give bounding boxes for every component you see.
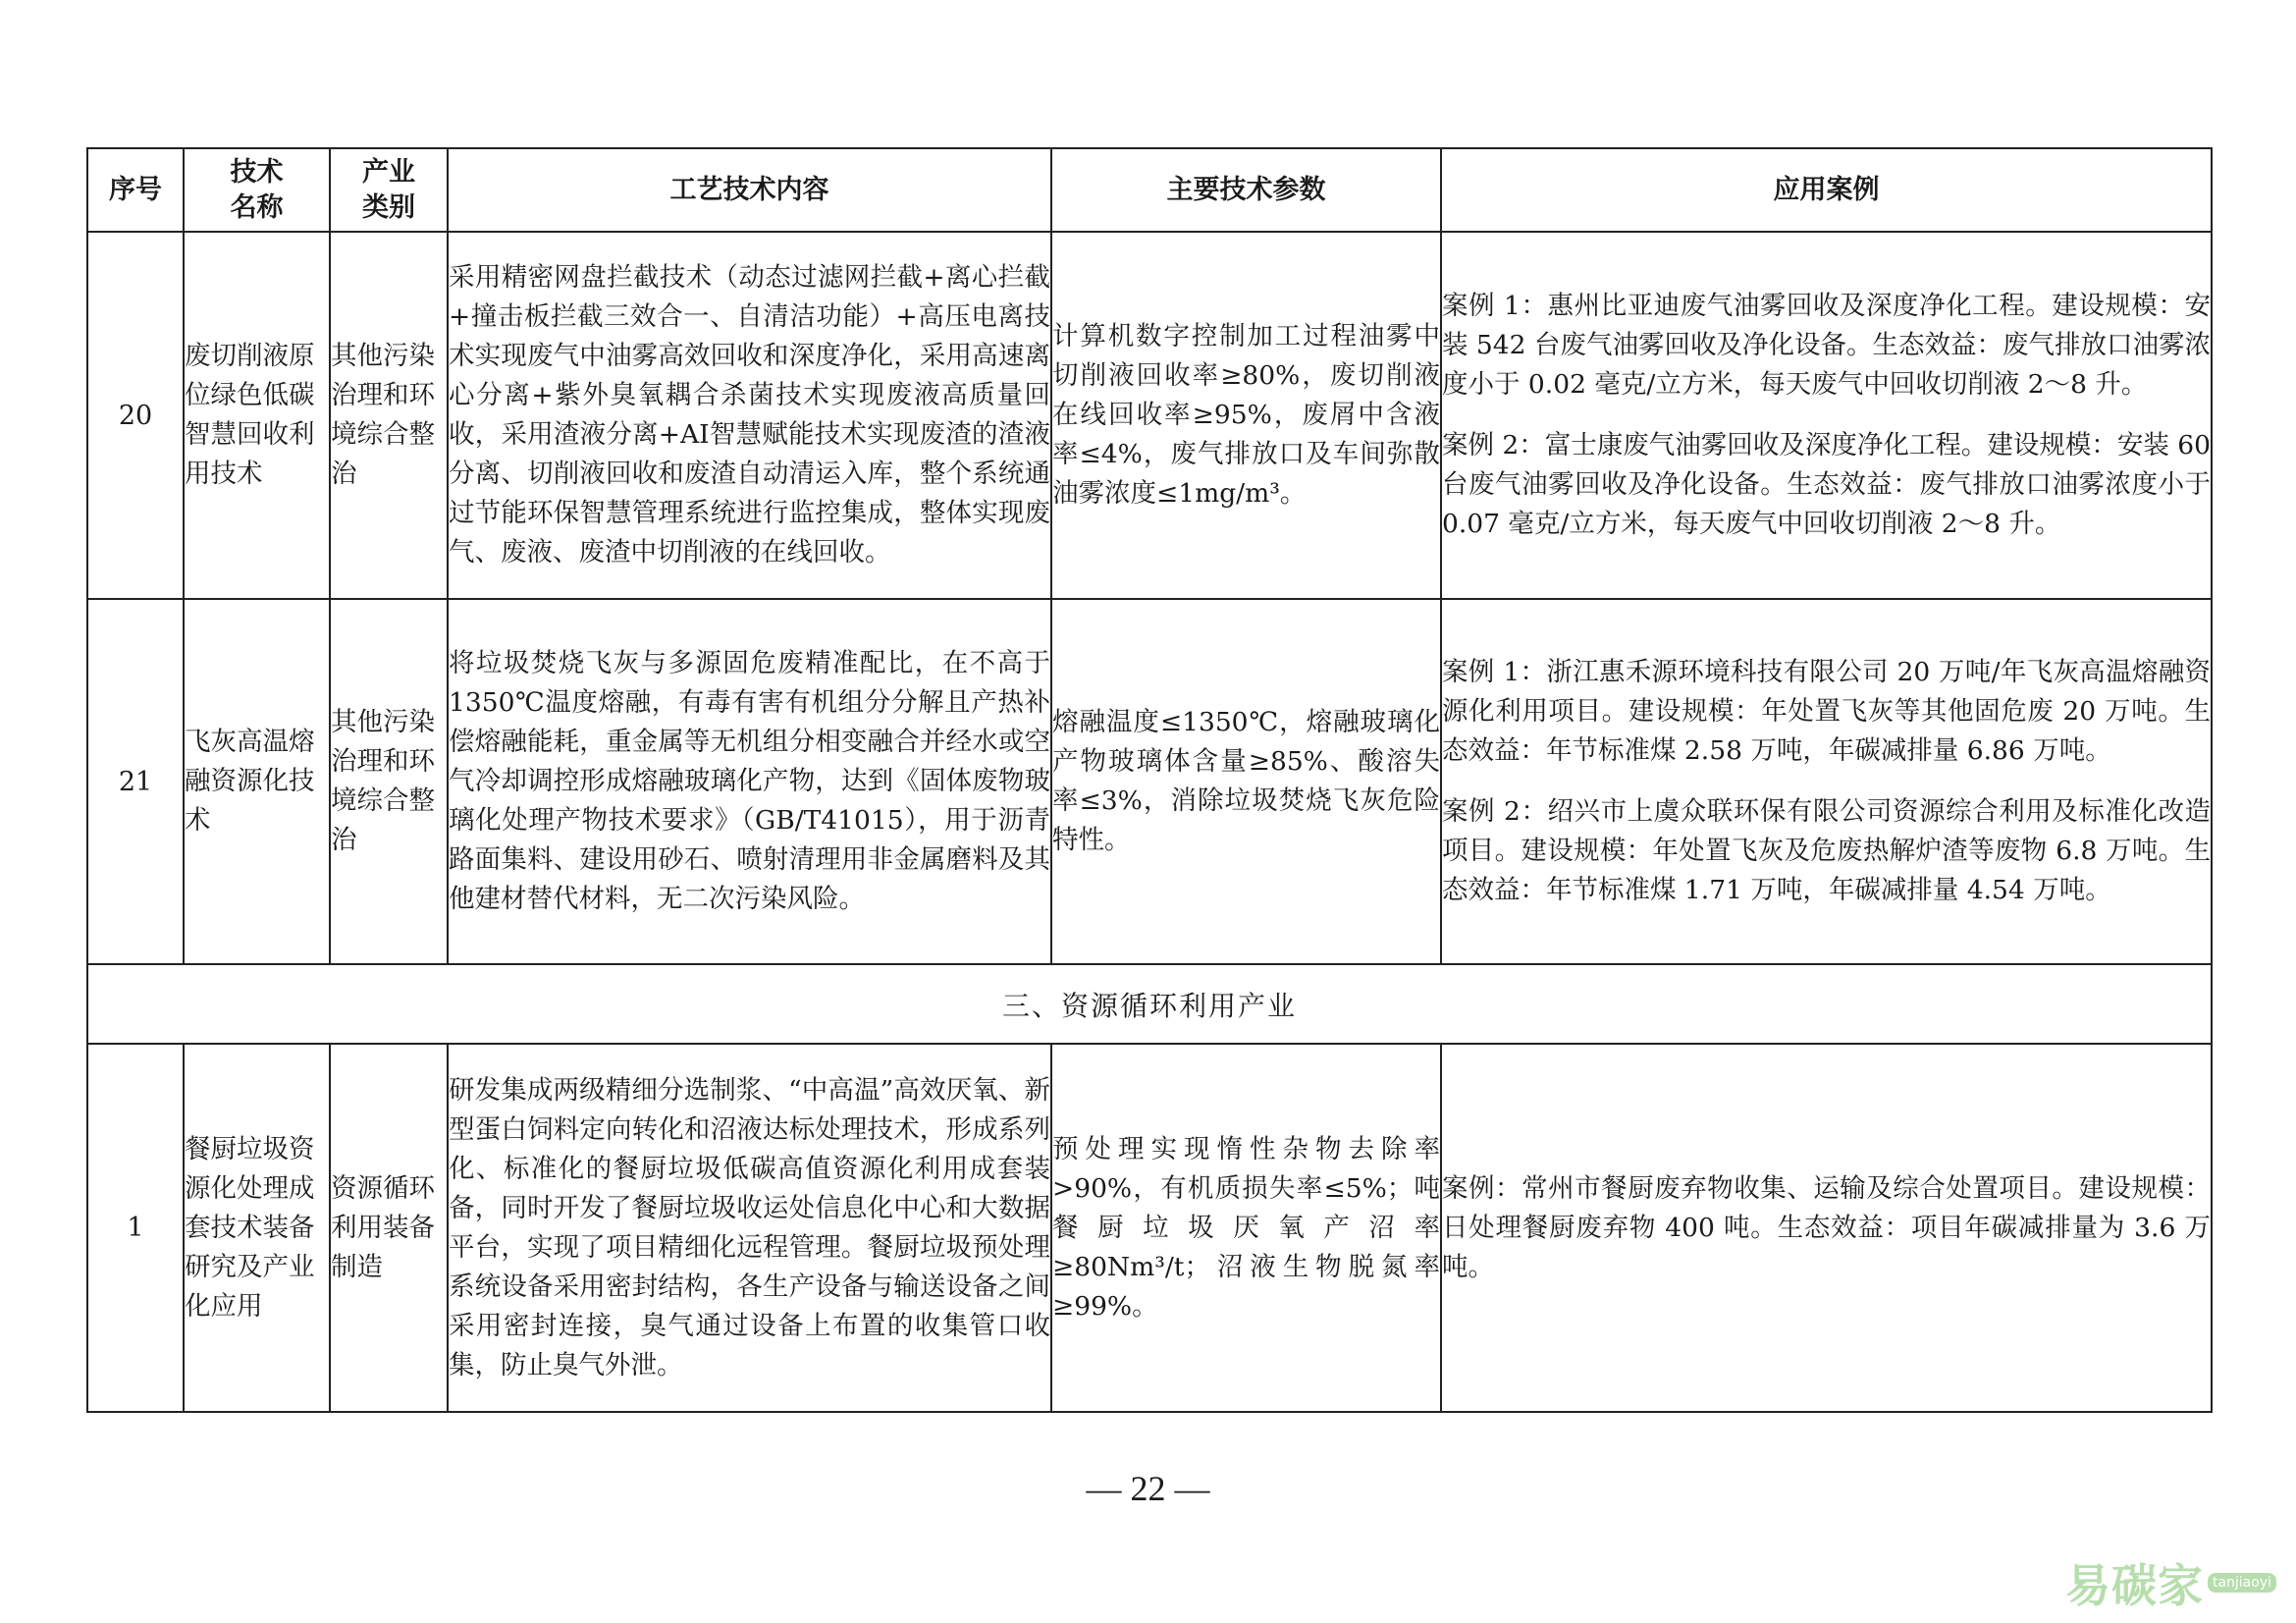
table-row: [87, 1044, 2212, 1412]
case-2: 案例 2：富士康废气油雾回收及深度净化工程。建设规模：安装 60 台废气油雾回收及净化设备。生态效益：废气排放口油雾浓度小于 0.07 毫克/立方米，每天废气中回收切削液 2～8 升。: [1442, 430, 2211, 539]
header-process: 工艺技术内容: [448, 148, 1051, 232]
tech-name: 废切削液原位绿色低碳智慧回收利用技术: [184, 232, 330, 599]
process-content: 采用精密网盘拦截技术（动态过滤网拦截+离心拦截+撞击板拦截三效合一、自清洁功能）+高压电离技术实现废气中油雾高效回收和深度净化，采用高速离心分离+紫外臭氧耦合杀菌技术实现废液高质量回收，采用渣液分离+AI智慧赋能技术实现废渣的渣液分离、切削液回收和废渣自动清运入库，整个系统通过节能环保智慧管理系统进行监控集成，整体实现废气、废液、废渣中切削液的在线回收。: [448, 232, 1051, 599]
header-cases: 应用案例: [1441, 148, 2212, 232]
table-row: [87, 599, 2212, 964]
tech-name: 餐厨垃圾资源化处理成套技术装备研究及产业化应用: [184, 1044, 330, 1412]
header-category: 产业 类别: [330, 148, 448, 232]
application-cases: [1441, 1044, 2212, 1412]
header-no: 序号: [87, 148, 184, 232]
watermark-logo: [2065, 1550, 2276, 1615]
tech-params: 计算机数字控制加工过程油雾中切削液回收率≥80%，废切削液在线回收率≥95%，废屑中含液率≤4%，废气排放口及车间弥散油雾浓度≤1mg/m³。: [1051, 232, 1441, 599]
tech-name: 飞灰高温熔融资源化技术: [184, 599, 330, 964]
industry-category: 其他污染治理和环境综合整治: [330, 599, 448, 964]
page-number: — 22 —: [1086, 1469, 1210, 1508]
row-number: 1: [87, 1044, 184, 1412]
industry-category: 资源循环利用装备制造: [330, 1044, 448, 1412]
row-number: 21: [87, 599, 184, 964]
header-name: 技术 名称: [184, 148, 330, 232]
industry-category: 其他污染治理和环境综合整治: [330, 232, 448, 599]
case-1: 案例：常州市餐厨废弃物收集、运输及综合处置项目。建设规模：日处理餐厨废弃物 400 吨。生态效益：项目年碳减排量为 3.6 万吨。: [1442, 1172, 2211, 1282]
table-header-row: [87, 148, 2212, 232]
tech-params: 预处理实现惰性杂物去除率>90%，有机质损失率≤5%；吨餐厨垃圾厌氧产沼率≥80Nm³/t；沼液生物脱氮率≥99%。: [1051, 1044, 1441, 1412]
case-2: 案例 2：绍兴市上虞众联环保有限公司资源综合利用及标准化改造项目。建设规模：年处置飞灰及危废热解炉渣等废物 6.8 万吨。生态效益：年节标准煤 1.71 万吨，年碳减排量 4.54 万吨。: [1442, 796, 2211, 905]
process-content: 将垃圾焚烧飞灰与多源固危废精准配比，在不高于 1350℃温度熔融，有毒有害有机组分分解且产热补偿熔融能耗，重金属等无机组分相变融合并经水或空气冷却调控形成熔融玻璃化产物，达到《固体废物玻璃化处理产物技术要求》（GB/T41015），用于沥青路面集料、建设用砂石、喷射清理用非金属磨料及其他建材替代材料，无二次污染风险。: [448, 599, 1051, 964]
section-row: [87, 964, 2212, 1044]
watermark-sub: tanjiaoyi: [2208, 1573, 2276, 1593]
case-1: 案例 1：惠州比亚迪废气油雾回收及深度净化工程。建设规模：安装 542 台废气油雾回收及净化设备。生态效益：废气排放口油雾浓度小于 0.02 毫克/立方米，每天废气中回收切削液 2～8 升。: [1442, 291, 2211, 400]
table-row: [87, 232, 2212, 599]
header-params: 主要技术参数: [1051, 148, 1441, 232]
row-number: 20: [87, 232, 184, 599]
case-1: 案例 1：浙江惠禾源环境科技有限公司 20 万吨/年飞灰高温熔融资源化利用项目。建设规模：年处置飞灰等其他固危废 20 万吨。生态效益：年节标准煤 2.58 万吨，年碳减排量 6.86 万吨。: [1442, 657, 2211, 766]
technology-table: [86, 147, 2213, 1413]
watermark-text: 易碳家: [2064, 1559, 2204, 1612]
section-title: 三、资源循环利用产业: [87, 964, 2212, 1044]
process-content: 研发集成两级精细分选制浆、“中高温”高效厌氧、新型蛋白饲料定向转化和沼液达标处理技术，形成系列化、标准化的餐厨垃圾低碳高值资源化利用成套装备，同时开发了餐厨垃圾收运处信息化中心和大数据平台，实现了项目精细化远程管理。餐厨垃圾预处理系统设备采用密封结构，各生产设备与输送设备之间采用密封连接，臭气通过设备上布置的收集管口收集，防止臭气外泄。: [448, 1044, 1051, 1412]
tech-params: 熔融温度≤1350℃，熔融玻璃化产物玻璃体含量≥85%、酸溶失率≤3%，消除垃圾焚烧飞灰危险特性。: [1051, 599, 1441, 964]
application-cases: [1441, 232, 2212, 599]
application-cases: [1441, 599, 2212, 964]
